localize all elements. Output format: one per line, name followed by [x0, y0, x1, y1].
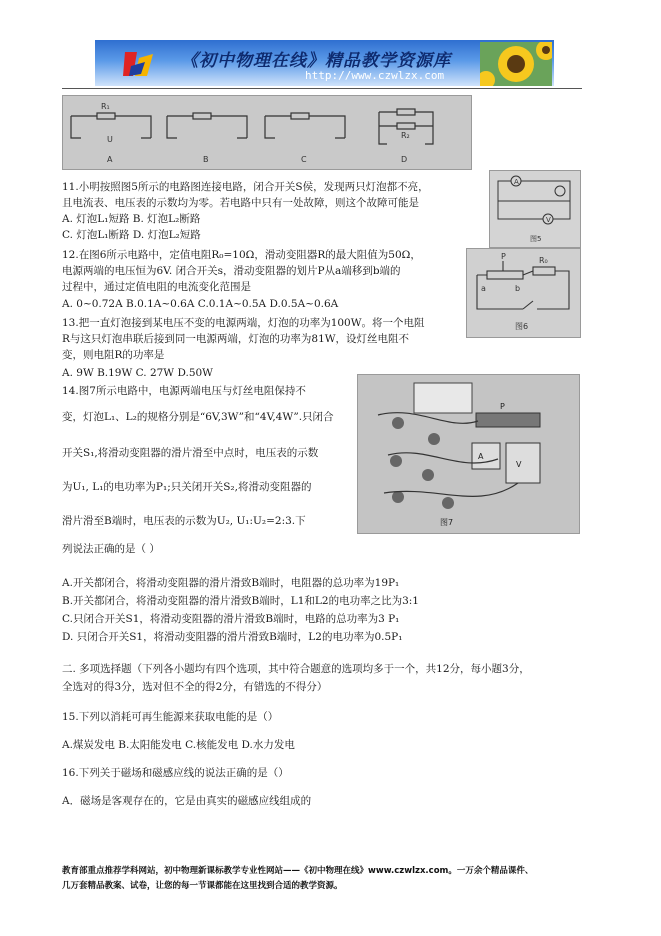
- figure-5-label: 图5: [530, 235, 542, 243]
- svg-text:P: P: [501, 252, 506, 261]
- banner-url[interactable]: http://www.czwlzx.com: [305, 69, 445, 82]
- fig-label-a: A: [107, 155, 113, 164]
- q14-option-d: D. 只闭合开关S1，将滑动变阻器的滑片滑致B端时，L2的电功率为0.5P₁: [62, 631, 403, 643]
- q11-stem-line2: 且电流表、电压表的示数均为零。若电路中只有一处故障，则这个故障可能是: [62, 197, 419, 209]
- q14-option-a: A.开关都闭合，将滑动变阻器的滑片滑致B端时，电阻器的总功率为19P₁: [62, 577, 400, 589]
- svg-text:V: V: [546, 216, 551, 224]
- fig-label-b: B: [203, 155, 209, 164]
- header-divider: [62, 88, 582, 89]
- fig-r1-label: R₁: [101, 102, 110, 111]
- q14-option-c: C.只闭合开关S1，将滑动变阻器的滑片滑致B端时，电路的总功率为3 P₁: [62, 613, 400, 625]
- q13-stem-line1: 13.把一直灯泡接到某电压不变的电源两端，灯泡的功率为100W。将一个电阻: [62, 317, 425, 329]
- q13-stem-line3: 变，则电阻R的功率是: [62, 349, 165, 361]
- q11-options-cd: C. 灯泡L₁断路 D. 灯泡L₂短路: [62, 229, 201, 241]
- circuit-options-figure: [62, 95, 472, 170]
- q11-options-ab: A. 灯泡L₁短路 B. 灯泡L₂断路: [62, 213, 201, 225]
- svg-text:A: A: [478, 452, 484, 461]
- q11-stem-line1: 11.小明按照图5所示的电路图连接电路，闭合开关S侯，发现两只灯泡都不亮，: [62, 181, 429, 193]
- figure-6-label: 图6: [515, 322, 529, 331]
- q13-stem-line2: R与这只灯泡串联后接到同一电源两端，灯泡的功率为81W，设灯丝电阻不: [62, 333, 410, 345]
- fig-label-c: C: [301, 155, 307, 164]
- header-banner: [95, 40, 554, 86]
- fig-u-label: U: [107, 135, 113, 144]
- q15-options: A.煤炭发电 B.太阳能发电 C.核能发电 D.水力发电: [62, 739, 295, 751]
- q14-line5: 滑片滑至B端时，电压表的示数为U₂, U₁:U₂=2:3.下: [62, 515, 306, 527]
- fig-r2-label: R₂: [401, 131, 410, 140]
- q12-stem-line1: 12.在图6所示电路中，定值电阻R₀=10Ω，滑动变阻器R的最大阻值为50Ω，: [62, 249, 421, 261]
- q14-line1: 14.图7所示电路中，电源两端电压与灯丝电阻保持不: [62, 385, 306, 397]
- site-logo-icon: [121, 48, 157, 80]
- svg-text:b: b: [515, 284, 521, 293]
- svg-text:A: A: [514, 178, 519, 186]
- q14-line3: 开关S₁,将滑动变阻器的滑片滑至中点时，电压表的示数: [62, 447, 319, 459]
- q15-stem: 15.下列以消耗可再生能源来获取电能的是（）: [62, 711, 279, 723]
- q12-stem-line2: 电源两端的电压恒为6V. 闭合开关s，滑动变阻器的划片P从a端移到b端的: [62, 265, 401, 277]
- figure-5: [489, 170, 581, 248]
- sunflower-icon: [480, 42, 552, 86]
- footer-line1: 教育部重点推荐学科网站，初中物理新课标教学专业性网站——《初中物理在线》www.czwlzx.com。一万余个精品课件、: [62, 866, 534, 876]
- q14-option-b: B.开关都闭合，将滑动变阻器的滑片滑致B端时，L1和L2的电功率之比为3:1: [62, 595, 419, 607]
- section2-line1: 二. 多项选择题（下列各小题均有四个选项，其中符合题意的选项均多于一个，共12分，每小题3分，: [62, 663, 530, 675]
- q12-stem-line3: 过程中，通过定值电阻的电流变化范围是: [62, 281, 251, 293]
- q12-options: A. 0~0.72A B.0.1A~0.6A C.0.1A~0.5A D.0.5A~0.6A: [62, 298, 339, 310]
- q14-line6: 列说法正确的是（ ）: [62, 543, 160, 555]
- svg-text:P: P: [500, 402, 505, 411]
- q14-line2: 变，灯泡L₁、L₂的规格分别是“6V,3W”和“4V,4W”.只闭合: [62, 411, 334, 423]
- svg-text:V: V: [516, 460, 522, 469]
- svg-text:a: a: [481, 284, 486, 293]
- q16-stem: 16.下列关于磁场和磁感应线的说法正确的是（）: [62, 767, 289, 779]
- fig-label-d: D: [401, 155, 408, 164]
- figure-7-label: 图7: [440, 518, 454, 527]
- q14-line4: 为U₁, L₁的电功率为P₁;只关闭开关S₂,将滑动变阻器的: [62, 481, 312, 493]
- section2-line2: 全选对的得3分，选对但不全的得2分，有错选的不得分）: [62, 681, 328, 693]
- q13-options: A. 9W B.19W C. 27W D.50W: [62, 367, 213, 379]
- svg-text:R₀: R₀: [539, 256, 548, 265]
- banner-title: 《初中物理在线》精品教学资源库: [181, 51, 451, 71]
- figure-7: [357, 374, 580, 534]
- figure-6: [466, 248, 581, 338]
- q16-option-a: A．磁场是客观存在的，它是由真实的磁感应线组成的: [62, 795, 312, 807]
- footer-line2: 几万套精品教案、试卷，让您的每一节课都能在这里找到合适的教学资源。: [62, 881, 343, 891]
